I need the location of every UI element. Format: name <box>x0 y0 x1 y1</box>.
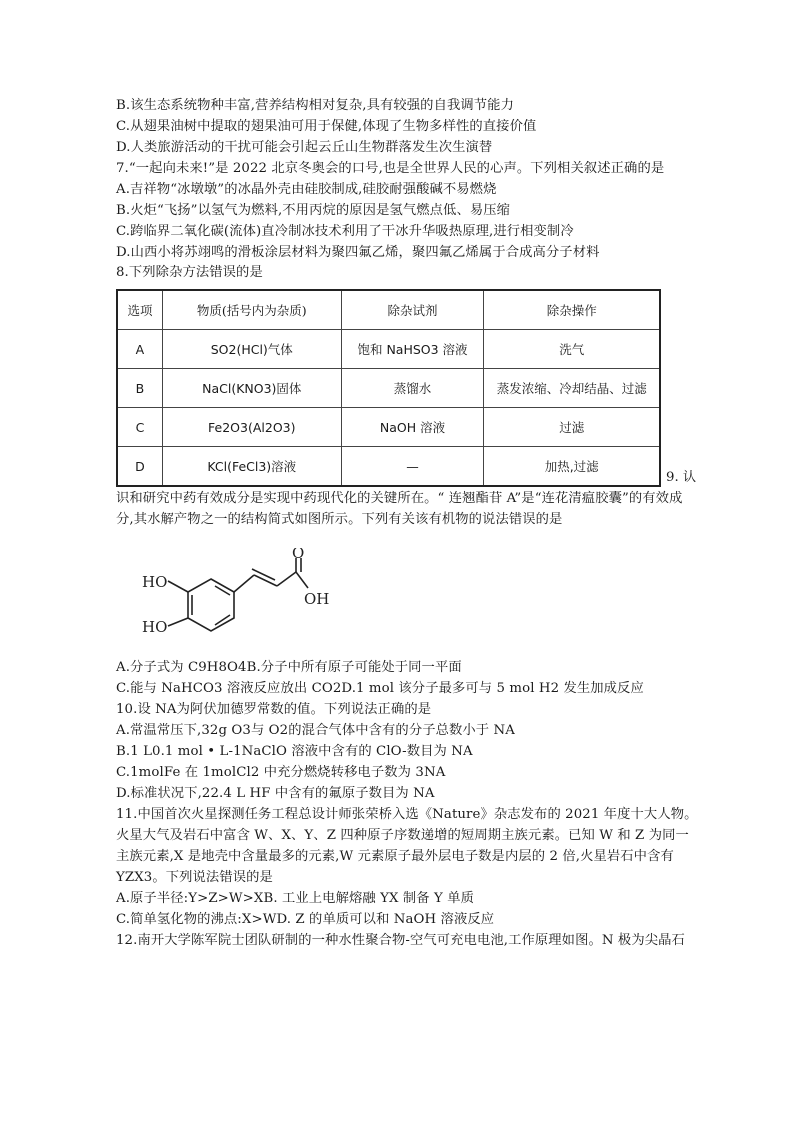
table-row <box>117 369 660 408</box>
table-cell: NaCl(KNO3)固体 <box>162 369 341 408</box>
option-7d: D.山西小将苏翊鸣的滑板涂层材料为聚四氟乙烯，聚四氟乙烯属于合成高分子材料 <box>116 245 600 260</box>
carboxyl-oh-label: OH <box>304 590 330 608</box>
option-6c: C.从翅果油树中提取的翅果油可用于保健,体现了生物多样性的直接价值 <box>116 119 537 134</box>
hydroxyl-label-top: HO <box>142 573 168 591</box>
option-10b: B.1 L0.1 mol • L-1NaClO 溶液中含有的 ClO-数目为 NA <box>116 744 473 759</box>
option-6d: D.人类旅游活动的干扰可能会引起云丘山生物群落发生次生演替 <box>116 140 493 155</box>
question-10-stem: 10.设 NA为阿伏加德罗常数的值。下列说法正确的是 <box>116 702 432 717</box>
option-10d: D.标准状况下,22.4 L HF 中含有的氟原子数目为 NA <box>116 786 435 801</box>
hydroxyl-label-bottom: HO <box>142 618 168 636</box>
question-7-stem: 7.“一起向未来!”是 2022 北京冬奥会的口号,也是全世界人民的心声。下列相关叙述正确的是 <box>116 161 665 176</box>
table-header: 除杂操作 <box>484 290 660 330</box>
table-header: 物质(括号内为杂质) <box>162 290 341 330</box>
option-10c: C.1molFe 在 1molCl2 中充分燃烧转移电子数为 3NA <box>116 765 446 780</box>
question-11-stem-line3: 主族元素,X 是地壳中含量最多的元素,W 元素原子最外层电子数是内层的 2 倍,火星岩石中含有 <box>116 849 674 864</box>
table-cell: NaOH 溶液 <box>341 408 484 447</box>
question-12-stem: 12.南开大学陈军院士团队研制的一种水性聚合物-空气可充电电池,工作原理如图。N 极为尖晶石 <box>116 933 685 948</box>
table-cell: 饱和 NaHSO3 溶液 <box>341 330 484 369</box>
option-10a: A.常温常压下,32g O3与 O2的混合气体中含有的分子总数小于 NA <box>116 723 515 738</box>
table-cell: D <box>117 447 162 487</box>
table-cell: 加热,过滤 <box>484 447 660 487</box>
table-cell: C <box>117 408 162 447</box>
table-cell: 蒸发浓缩、冷却结晶、过滤 <box>484 369 660 408</box>
table-header: 选项 <box>117 290 162 330</box>
table-row <box>117 447 660 487</box>
question-11-stem-line1: 11.中国首次火星探测任务工程总设计师张荣桥入选《Nature》杂志发布的 2021 年度十大人物。 <box>116 807 698 822</box>
table-cell: A <box>117 330 162 369</box>
options-11ab: A.原子半径:Y>Z>W>XB. 工业上电解熔融 YX 制备 Y 单质 <box>116 891 474 906</box>
options-9cd: C.能与 NaHCO3 溶液反应放出 CO2D.1 mol 该分子最多可与 5 mol H2 发生加成反应 <box>116 681 644 696</box>
question-9-stem-line1: 识和研究中药有效成分是实现中药现代化的关键所在。“ 连翘酯苷 A”是“连花清瘟胶囊”的有效成 <box>116 491 683 506</box>
question-11-stem-line2: 火星大气及岩石中富含 W、X、Y、Z 四种原子序数递增的短周期主族元素。已知 W 和 Z 为同一 <box>116 828 689 843</box>
question-8-stem: 8.下列除杂方法错误的是 <box>116 265 263 280</box>
option-7c: C.跨临界二氧化碳(流体)直冷制冰技术利用了干冰升华吸热原理,进行相变制冷 <box>116 224 574 239</box>
options-9ab: A.分子式为 C9H8O4B.分子中所有原子可能处于同一平面 <box>116 660 462 675</box>
option-6b: B.该生态系统物种丰富,营养结构相对复杂,具有较强的自我调节能力 <box>116 98 514 113</box>
benzene-ring <box>188 579 234 631</box>
question-9-stem-line2: 分,其水解产物之一的结构简式如图所示。下列有关该有机物的说法错误的是 <box>116 512 563 527</box>
question-11-stem-line4: YZX3。下列说法错误的是 <box>116 870 273 885</box>
table-cell: B <box>117 369 162 408</box>
option-7b: B.火炬“飞扬”以氢气为燃料,不用丙烷的原因是氢气燃点低、易压缩 <box>116 203 511 218</box>
question-9-number: 9. 认 <box>666 470 697 485</box>
purification-table <box>116 289 661 487</box>
table-cell: 洗气 <box>484 330 660 369</box>
table-cell: Fe2O3(Al2O3) <box>162 408 341 447</box>
carbonyl-oxygen-label: O <box>292 548 305 562</box>
table-cell: 蒸馏水 <box>341 369 484 408</box>
caffeic-acid-structure <box>134 548 334 640</box>
option-7a: A.吉祥物“冰墩墩”的冰晶外壳由硅胶制成,硅胶耐强酸碱不易燃烧 <box>116 182 497 197</box>
table-cell: 过滤 <box>484 408 660 447</box>
table-row <box>117 408 660 447</box>
table-cell: KCl(FeCl3)溶液 <box>162 447 341 487</box>
table-row <box>117 330 660 369</box>
table-header-row <box>117 290 660 330</box>
table-header: 除杂试剂 <box>341 290 484 330</box>
table-cell: — <box>341 447 484 487</box>
table-cell: SO2(HCl)气体 <box>162 330 341 369</box>
options-11cd: C.简单氢化物的沸点:X>WD. Z 的单质可以和 NaOH 溶液反应 <box>116 912 495 927</box>
